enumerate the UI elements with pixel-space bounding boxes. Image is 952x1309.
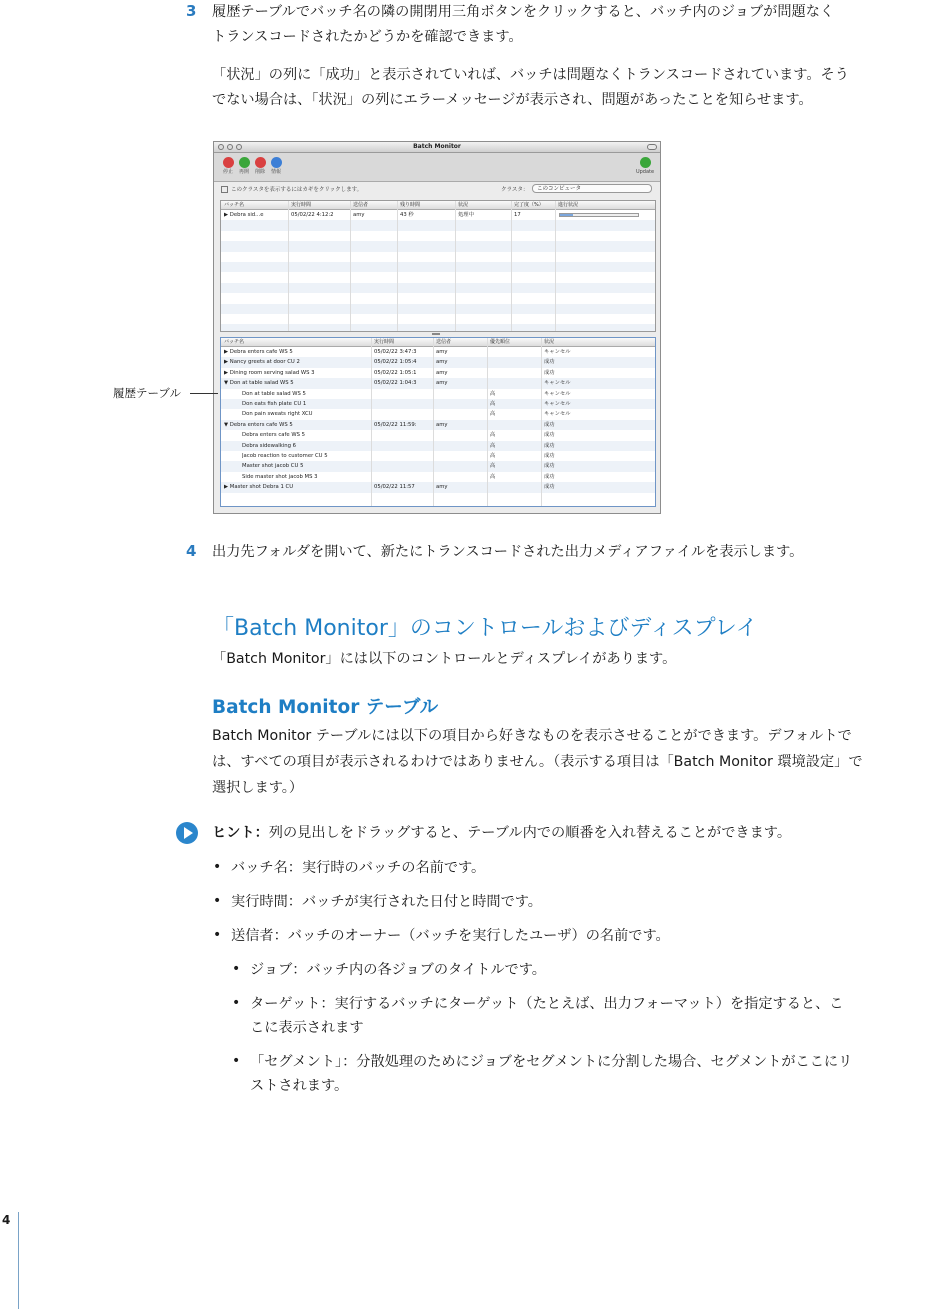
cell-status: 成功 [544, 473, 555, 480]
cell-name: ▶ Dining room serving salad WS 3 [224, 369, 315, 376]
cell-name: Don eats fish plate CU 1 [242, 401, 307, 407]
column-divider [511, 201, 512, 331]
cell-status: キャンセル [544, 390, 571, 397]
bullet-dot: • [213, 893, 222, 909]
cell-name: ▼ Don at table salad WS 5 [224, 380, 294, 387]
page-margin-line [18, 1212, 19, 1309]
table-row [221, 399, 655, 409]
cell-sender: amy [436, 369, 448, 376]
table-row [221, 389, 655, 399]
cell-time: 05/02/22 4:12:2 [291, 212, 334, 218]
cell-time: 05/02/22 3:47:3 [374, 349, 417, 355]
subbullet-dot: • [232, 961, 241, 977]
table-row [221, 451, 655, 461]
table-row [221, 220, 655, 230]
toolbar [214, 153, 660, 182]
active-batch-table [220, 200, 656, 332]
hint-label: ヒント： [212, 825, 269, 841]
cell-remaining: 43 秒 [400, 212, 414, 218]
callout-line [190, 393, 218, 394]
subbullet-dot: • [232, 995, 241, 1011]
cell-status: 成功 [544, 421, 555, 428]
table-row [221, 304, 655, 314]
table-row [221, 262, 655, 272]
subbullet-job: ジョブ：バッチ内の各ジョブのタイトルです。 [250, 962, 546, 978]
cell-time: 05/02/22 11:59: [374, 421, 417, 428]
page-number: 4 [2, 1213, 11, 1227]
column-divider [487, 338, 488, 506]
column-header: 状況 [544, 339, 555, 345]
column-header: 優先順位 [490, 339, 511, 345]
subsection-line3: 選択します。） [212, 780, 304, 796]
cell-status: 成功 [544, 463, 555, 470]
cell-name: Don at table salad WS 5 [242, 390, 306, 397]
table-row [221, 231, 655, 241]
toolbar-button [252, 157, 268, 176]
cell-name: Don pain sweats right XCU [242, 411, 313, 418]
cluster-select: このコンピュータ [532, 184, 652, 193]
column-divider [541, 338, 542, 506]
cell-priority: 高 [490, 411, 496, 418]
table-row [221, 472, 655, 482]
table-row [221, 272, 655, 282]
cell-status: キャンセル [544, 411, 571, 418]
hint-text: 列の見出しをドラッグすると、テーブル内での順番を入れ替えることができます。 [268, 825, 792, 841]
cell-priority: 高 [490, 453, 496, 459]
subsection-line1: Batch Monitor テーブルには以下の項目から好きなものを表示させることができます。デフォルトで [212, 728, 852, 744]
cell-sender: amy [353, 212, 365, 218]
table-row [221, 241, 655, 251]
cell-name: ▶ Debra sid...e [224, 212, 264, 218]
cell-status: 成功 [544, 484, 555, 491]
table-row [221, 461, 655, 471]
cell-priority: 高 [490, 473, 496, 480]
table-header [221, 201, 655, 210]
table-row [221, 420, 655, 430]
column-header: 進行状況 [558, 202, 579, 208]
table-row [221, 493, 655, 503]
subbullet-dot: • [232, 1053, 241, 1069]
column-header: 残り時間 [400, 202, 421, 208]
column-divider [397, 201, 398, 331]
bullet-batch-name: バッチ名：実行時のバッチの名前です。 [231, 860, 486, 876]
cell-name: Debra enters cafe WS 5 [242, 432, 305, 439]
cell-sender: amy [436, 484, 448, 491]
cell-priority: 高 [490, 463, 496, 470]
cell-name: Jacob reaction to customer CU 5 [242, 453, 328, 459]
cell-status: 処理中 [458, 212, 474, 218]
column-header: バッチ名 [224, 339, 245, 345]
cluster-label: クラスタ： [501, 187, 529, 193]
cell-status: キャンセル [544, 349, 571, 355]
cell-sender: amy [436, 421, 448, 428]
cell-name: Master shot jacob CU 5 [242, 463, 304, 470]
cell-name: Debra sidewalking 6 [242, 442, 297, 449]
column-divider [288, 201, 289, 331]
cell-priority: 高 [490, 401, 496, 407]
column-header: 実行時間 [291, 202, 312, 208]
cell-priority: 高 [490, 442, 496, 449]
table-row [221, 347, 655, 357]
cell-priority: 高 [490, 432, 496, 439]
batch-monitor-screenshot [213, 141, 661, 514]
column-divider [433, 338, 434, 506]
step-3-line1: 履歴テーブルでバッチ名の隣の開閉用三角ボタンをクリックすると、バッチ内のジョブが問題なく [212, 4, 835, 20]
lock-icon [221, 186, 228, 193]
step-3-line2: トランスコードされたかどうかを確認できます。 [212, 29, 523, 45]
subbullet-target-line2: こに表示されます [250, 1020, 364, 1036]
cell-time: 05/02/22 11:57 [374, 484, 415, 491]
table-row [221, 283, 655, 293]
status-paragraph-line1: 「状況」の列に「成功」と表示されていれば、バッチは問題なくトランスコードされています。そう [212, 67, 849, 83]
cell-status: 成功 [544, 453, 555, 459]
toolbar-button-label: 情報 [270, 169, 281, 175]
column-divider [455, 201, 456, 331]
bullet-sender: 送信者：バッチのオーナー（バッチを実行したユーザ）の名前です。 [231, 928, 670, 944]
window-title: Batch Monitor [413, 143, 461, 150]
table-row [221, 378, 655, 388]
window-titlebar [214, 142, 660, 153]
cell-status: キャンセル [544, 401, 571, 407]
cell-sender: amy [436, 359, 448, 366]
cell-name: Side master shot jacob MS 3 [242, 473, 318, 480]
cell-status: 成功 [544, 359, 555, 366]
column-header: 送信者 [353, 202, 369, 208]
table-row [221, 324, 655, 332]
cluster-hint-text: このクラスタを表示するにはカギをクリックします。 [231, 187, 363, 193]
subsection-line2: は、すべての項目が表示されるわけではありません。（表示する項目は「Batch Monitor 環境設定」で [212, 754, 863, 770]
table-row [221, 430, 655, 440]
cell-name: ▼ Debra enters cafe WS 5 [224, 421, 293, 428]
toolbar-button-label: 停止 [222, 169, 233, 175]
hint-paragraph [212, 821, 947, 845]
toolbar-button [236, 157, 252, 176]
table-row [221, 210, 655, 220]
info-icon [271, 157, 282, 168]
update-button [634, 157, 656, 176]
cell-status: 成功 [544, 369, 555, 376]
table-splitter [432, 333, 440, 335]
table-row [221, 252, 655, 262]
cell-status: キャンセル [544, 380, 571, 387]
table-row [221, 293, 655, 303]
cell-priority: 高 [490, 390, 496, 397]
cell-sender: amy [436, 380, 448, 387]
delete-icon [255, 157, 266, 168]
bullet-dot: • [213, 927, 222, 943]
toolbar-button [268, 157, 284, 176]
step-3-number: 3 [186, 2, 197, 20]
update-icon [640, 157, 651, 168]
step-4-text: 出力先フォルダを開いて、新たにトランスコードされた出力メディアファイルを表示します。 [212, 544, 804, 560]
cell-sender: amy [436, 349, 448, 355]
update-label: Update [635, 169, 655, 175]
status-paragraph-line2: でない場合は、「状況」の列にエラーメッセージが表示され、問題があったことを知らせます。 [212, 92, 813, 108]
progress-bar [559, 213, 639, 217]
column-divider [371, 338, 372, 506]
table-row [221, 482, 655, 492]
cluster-hint [221, 185, 362, 193]
cell-status: 成功 [544, 432, 555, 439]
table-header [221, 338, 655, 347]
table-row [221, 441, 655, 451]
resume-icon [239, 157, 250, 168]
history-table-callout: 履歴テーブル [113, 386, 181, 400]
column-header: 送信者 [436, 339, 452, 345]
column-divider [350, 201, 351, 331]
table-row [221, 314, 655, 324]
column-header: 完了度（%） [514, 202, 544, 208]
subbullet-segment-line1: 「セグメント」：分散処理のためにジョブをセグメントに分割した場合、セグメントがここにリ [250, 1054, 853, 1070]
progress-fill [560, 214, 573, 216]
toolbar-button-label: 削除 [254, 169, 265, 175]
step-4-number: 4 [186, 542, 197, 560]
toolbar-toggle-icon [647, 144, 657, 150]
cell-time: 05/02/22 1:04:3 [374, 380, 417, 387]
toolbar-button [220, 157, 236, 176]
cell-name: ▶ Nancy greets at door CU 2 [224, 359, 300, 366]
column-header: 実行時間 [374, 339, 395, 345]
bullet-dot: • [213, 859, 222, 875]
cell-time: 05/02/22 1:05:1 [374, 369, 417, 376]
subsection-heading: Batch Monitor テーブル [212, 697, 439, 718]
column-header: バッチ名 [224, 202, 245, 208]
cell-name: ▶ Debra enters cafe WS 5 [224, 349, 293, 355]
subbullet-target-line1: ターゲット：実行するバッチにターゲット（たとえば、出力フォーマット）を指定すると、こ [250, 996, 844, 1012]
hint-arrow-icon [176, 822, 198, 844]
toolbar-button-label: 再開 [238, 169, 249, 175]
section-intro: 「Batch Monitor」には以下のコントロールとディスプレイがあります。 [212, 651, 677, 667]
subbullet-segment-line2: ストされます。 [250, 1078, 349, 1094]
cell-percent: 17 [514, 212, 521, 218]
bullet-exec-time: 実行時間：バッチが実行された日付と時間です。 [231, 894, 542, 910]
table-row [221, 368, 655, 378]
section-heading: 「Batch Monitor」のコントロールおよびディスプレイ [212, 616, 758, 641]
table-row [221, 357, 655, 367]
cell-name: ▶ Master shot Debra 1 CU [224, 484, 294, 491]
table-row [221, 409, 655, 419]
stop-icon [223, 157, 234, 168]
cell-time: 05/02/22 1:05:4 [374, 359, 417, 366]
column-header: 状況 [458, 202, 469, 208]
cell-status: 成功 [544, 442, 555, 449]
column-divider [555, 201, 556, 331]
history-table [220, 337, 656, 507]
